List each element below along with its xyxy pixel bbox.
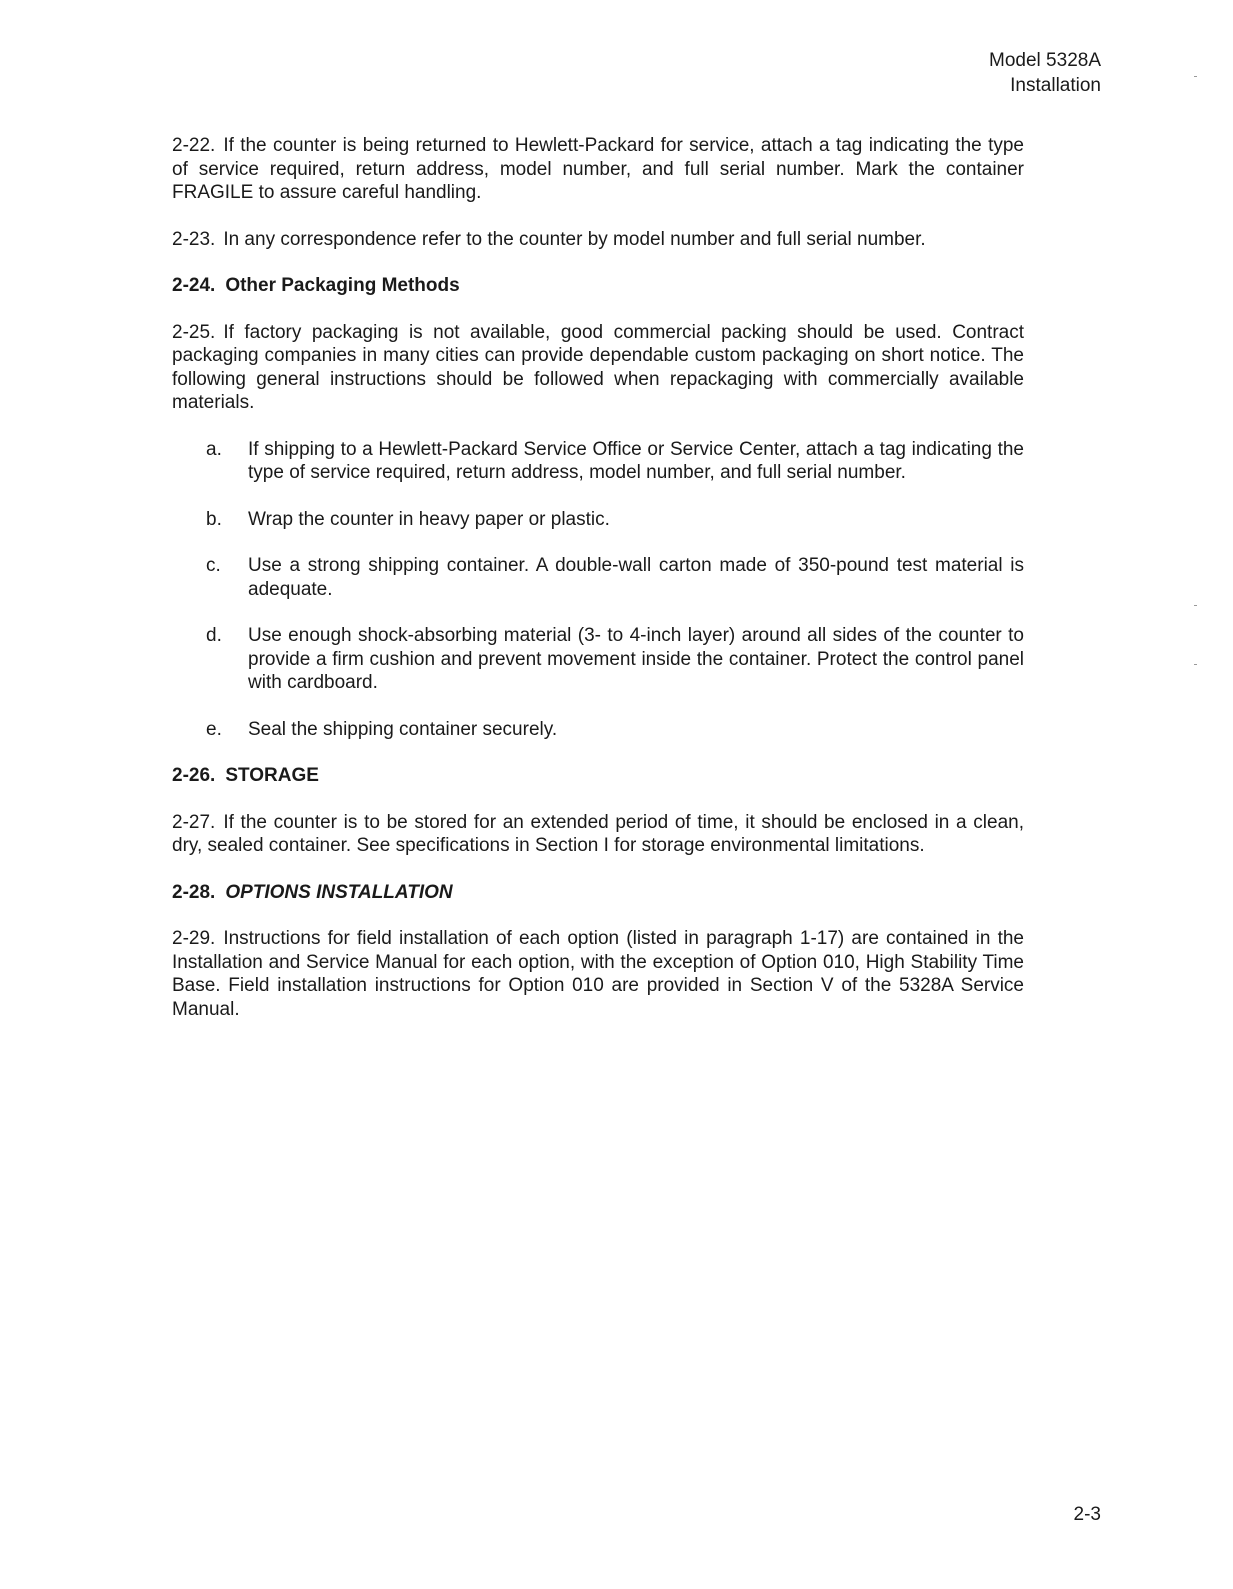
paragraph-number: 2-29.	[172, 928, 216, 949]
heading-number: 2-24.	[172, 275, 216, 296]
packaging-instructions-list	[172, 438, 1024, 742]
list-text: If shipping to a Hewlett-Packard Service Office or Service Center, attach a tag indicating the type of service required, return address, model number, and full serial number.	[248, 438, 1024, 483]
paragraph-2-29	[172, 927, 1024, 1021]
paragraph-number: 2-22.	[172, 135, 216, 156]
list-marker: d.	[206, 625, 222, 646]
list-text: Seal the shipping container securely.	[248, 718, 558, 740]
paragraph-2-23	[172, 228, 1024, 252]
heading-number: 2-26.	[172, 765, 216, 786]
margin-mark	[1194, 76, 1197, 77]
paragraph-text: Instructions for field installation of each option (listed in paragraph 1-17) are contained in the Installation and Service Manual for each option, with the exception of Option 010, High Stability Time Base. Field installation instructions for Option 010 are provided in Section V of the 5328A Service Manual.	[172, 928, 1024, 1020]
paragraph-2-27	[172, 811, 1024, 858]
list-item	[206, 438, 1024, 485]
heading-2-28	[172, 881, 1024, 905]
header-section: Installation	[1010, 75, 1101, 96]
paragraph-text: If the counter is to be stored for an extended period of time, it should be enclosed in a clean, dry, sealed container. See specifications in Section I for storage environmental limitations.	[172, 811, 1024, 856]
paragraph-number: 2-25.	[172, 321, 216, 343]
heading-title: STORAGE	[225, 765, 319, 786]
paragraph-text: If the counter is being returned to Hewlett-Packard for service, attach a tag indicating the type of service required, return address, model number, and full serial number. Mark the container FRAGILE to assure careful handling.	[172, 135, 1024, 203]
list-text: Use a strong shipping container. A double-wall carton made of 350-pound test material is adequate.	[248, 555, 1024, 600]
list-marker: a.	[206, 438, 222, 460]
list-item	[206, 554, 1024, 601]
heading-title: OPTIONS INSTALLATION	[225, 881, 453, 903]
list-text: Wrap the counter in heavy paper or plastic.	[248, 508, 610, 530]
list-item	[206, 718, 1024, 742]
list-marker: c.	[206, 555, 221, 576]
margin-mark	[1194, 605, 1197, 606]
paragraph-text: If factory packaging is not available, good commercial packing should be used. Contract packaging companies in many cities can provide dependable custom packaging on short notice. The following general instructions should be followed when repackaging with commercially available materials.	[172, 321, 1024, 413]
list-marker: e.	[206, 718, 222, 740]
paragraph-2-25	[172, 321, 1024, 415]
heading-number: 2-28.	[172, 881, 216, 903]
list-item	[206, 624, 1024, 695]
header-model: Model 5328A	[989, 50, 1101, 71]
margin-mark	[1194, 664, 1197, 665]
list-item	[206, 508, 1024, 532]
list-text: Use enough shock-absorbing material (3- to 4-inch layer) around all sides of the counter to provide a firm cushion and prevent movement inside the container. Protect the control panel with cardboard.	[248, 625, 1024, 693]
paragraph-text: In any correspondence refer to the counter by model number and full serial number.	[223, 228, 926, 250]
page-number: 2-3	[1073, 1504, 1101, 1525]
paragraph-2-22	[172, 134, 1024, 205]
heading-2-26	[172, 764, 1024, 788]
heading-2-24	[172, 274, 1024, 298]
paragraph-number: 2-27.	[172, 811, 216, 833]
list-marker: b.	[206, 508, 222, 530]
paragraph-number: 2-23.	[172, 228, 216, 250]
page-header	[989, 48, 1101, 98]
document-body	[172, 134, 1024, 1044]
heading-title: Other Packaging Methods	[225, 275, 460, 296]
